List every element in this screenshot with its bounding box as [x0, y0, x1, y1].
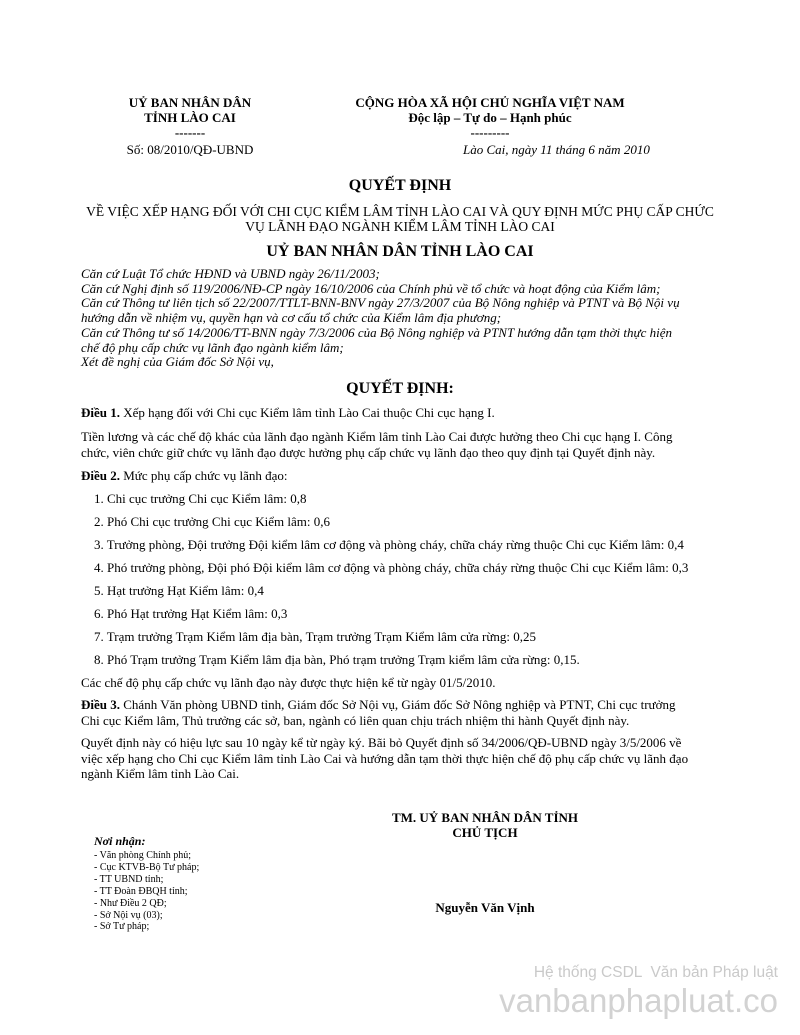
basis-line: Xét đề nghị của Giám đốc Sở Nội vụ,	[81, 354, 274, 370]
allowance-item: 8. Phó Trạm trưởng Trạm Kiểm lâm địa bàn, Phó trạm trưởng Trạm kiểm lâm cửa rừng: 0,15.	[94, 652, 580, 667]
recipient-item: - TT UBND tỉnh;	[94, 873, 164, 885]
place-date: Lào Cai, ngày 11 tháng 6 năm 2010	[463, 142, 650, 157]
watermark-site: vanbanphapluat.co	[499, 982, 778, 1019]
document-number: Số: 08/2010/QĐ-UBND	[126, 142, 254, 157]
paragraph-line: Quyết định này có hiệu lực sau 10 ngày kể từ ngày ký. Bãi bỏ Quyết định số 34/2006/QĐ-UBND ngày 3/5/2006 về	[81, 735, 682, 750]
recipient-item: - Văn phòng Chính phủ;	[94, 850, 192, 861]
paragraph-line: chức, viên chức giữ chức vụ lãnh đạo được hưởng phụ cấp chức vụ lãnh đạo theo quy định tại Quyết định này.	[81, 444, 656, 460]
basis-line: hướng dẫn về nhiệm vụ, quyền hạn và cơ cấu tổ chức của Kiểm lâm địa phương;	[81, 310, 502, 326]
article-3-label: Điều 3.	[81, 697, 120, 712]
national-heading	[320, 95, 660, 140]
signature-role: CHỦ TỊCH	[452, 825, 518, 840]
article-2	[81, 468, 771, 484]
recipients-list	[94, 850, 294, 933]
nation-name: CỘNG HÒA XÃ HỘI CHỦ NGHĨA VIỆT NAM	[355, 95, 625, 110]
subject-line-1: VỀ VIỆC XẾP HẠNG ĐỐI VỚI CHI CỤC KIỂM LÂM TỈNH LÀO CAI VÀ QUY ĐỊNH MỨC PHỤ CẤP CHỨC	[86, 204, 714, 219]
article-1-text: Xếp hạng đối với Chi cục Kiểm lâm tỉnh Lào Cai thuộc Chi cục hạng I.	[120, 405, 495, 420]
authority-heading: UỶ BAN NHÂN DÂN TỈNH LÀO CAI	[266, 243, 534, 260]
subject-line-2: VỤ LÃNH ĐẠO NGÀNH KIỂM LÂM TỈNH LÀO CAI	[245, 219, 555, 234]
allowance-item: 1. Chi cục trưởng Chi cục Kiểm lâm: 0,8	[94, 491, 307, 506]
allowance-item: 2. Phó Chi cục trưởng Chi cục Kiểm lâm: 0,6	[94, 514, 330, 529]
allowance-item: 4. Phó trưởng phòng, Đội phó Đội kiểm lâm cơ động và phòng cháy, chữa cháy rừng thuộc Chi cục Kiểm lâm: 0,3	[94, 560, 689, 575]
signer-name: Nguyễn Văn Vịnh	[435, 900, 535, 915]
article-3-line-2: Chi cục Kiểm lâm, Thủ trưởng các sở, ban, ngành có liên quan chịu trách nhiệm thi hành Quyết định này.	[81, 712, 630, 728]
national-motto: Độc lập – Tự do – Hạnh phúc	[408, 110, 572, 125]
allowance-item: 7. Trạm trưởng Trạm Kiểm lâm địa bàn, Trạm trưởng Trạm Kiểm lâm cửa rừng: 0,25	[94, 629, 537, 644]
paragraph-line: Tiền lương và các chế độ khác của lãnh đạo ngành Kiểm lâm tỉnh Lào Cai được hưởng theo Chi cục hạng I. Công	[81, 429, 673, 444]
recipient-item: - TT Đoàn ĐBQH tỉnh;	[94, 885, 188, 897]
recipients-heading: Nơi nhận:	[94, 834, 146, 848]
article-2-text: Mức phụ cấp chức vụ lãnh đạo:	[120, 468, 288, 483]
article-3-text: Chánh Văn phòng UBND tỉnh, Giám đốc Sở Nội vụ, Giám đốc Sở Nông nghiệp và PTNT, Chi cục trưởng	[120, 697, 676, 712]
paragraph-line: ngành Kiểm lâm tỉnh Lào Cai.	[81, 766, 240, 781]
article-1	[81, 405, 771, 421]
document-subject	[50, 204, 750, 234]
org-line-2: TỈNH LÀO CAI	[144, 110, 236, 125]
signature-block	[360, 810, 610, 840]
recipient-item: - Cục KTVB-Bộ Tư pháp;	[94, 861, 200, 873]
recipient-item: - Sở Tư pháp;	[94, 921, 150, 933]
basis-line: Căn cứ Thông tư liên tịch số 22/2007/TTLT-BNN-BNV ngày 27/3/2007 của Bộ Nông nghiệp và PTNT và Bộ Nội vụ	[81, 295, 680, 311]
motto-divider: ---------	[470, 125, 510, 140]
recipient-item: - Như Điều 2 QĐ;	[94, 897, 167, 909]
recipient-item: - Sở Nội vụ (03);	[94, 909, 163, 921]
org-divider: -------	[174, 125, 206, 140]
allowance-item: 5. Hạt trưởng Hạt Kiểm lâm: 0,4	[94, 583, 264, 598]
watermark-system-name: Hệ thống CSDL Văn bản Pháp luật	[533, 964, 778, 981]
effective-date-note: Các chế độ phụ cấp chức vụ lãnh đạo này được thực hiện kể từ ngày 01/5/2010.	[81, 675, 496, 690]
legal-basis	[81, 267, 761, 370]
allowance-item: 6. Phó Hạt trưởng Hạt Kiểm lâm: 0,3	[94, 606, 288, 621]
article-2-label: Điều 2.	[81, 468, 120, 483]
basis-line: chế độ phụ cấp chức vụ lãnh đạo ngành kiểm lâm;	[81, 339, 344, 355]
basis-line: Căn cứ Luật Tổ chức HĐND và UBND ngày 26/11/2003;	[81, 266, 380, 281]
document-title: QUYẾT ĐỊNH	[348, 177, 452, 194]
article-1-label: Điều 1.	[81, 405, 120, 420]
article-3-paragraph	[81, 735, 771, 782]
allowance-item: 3. Trưởng phòng, Đội trưởng Đội kiểm lâm cơ động và phòng cháy, chữa cháy rừng thuộc Chi cục Kiểm lâm: 0,4	[94, 537, 684, 552]
decision-heading: QUYẾT ĐỊNH:	[346, 380, 454, 397]
article-1-paragraph	[81, 429, 771, 460]
basis-line: Căn cứ Nghị định số 119/2006/NĐ-CP ngày 16/10/2006 của Chính phủ về tổ chức và hoạt động của Kiểm lâm;	[81, 280, 661, 296]
org-line-1: UỶ BAN NHÂN DÂN	[128, 95, 252, 110]
article-3	[81, 697, 771, 728]
signature-for: TM. UỶ BAN NHÂN DÂN TỈNH	[391, 810, 579, 825]
issuing-authority	[100, 95, 280, 140]
paragraph-line: việc xếp hạng cho Chi cục Kiểm lâm tỉnh Lào Cai và hướng dẫn tạm thời thực hiện chế độ phụ cấp chức vụ lãnh đạo	[81, 750, 689, 766]
basis-line: Căn cứ Thông tư số 14/2006/TT-BNN ngày 7/3/2006 của Bộ Nông nghiệp và PTNT hướng dẫn tạm thời thực hiện	[81, 324, 673, 340]
